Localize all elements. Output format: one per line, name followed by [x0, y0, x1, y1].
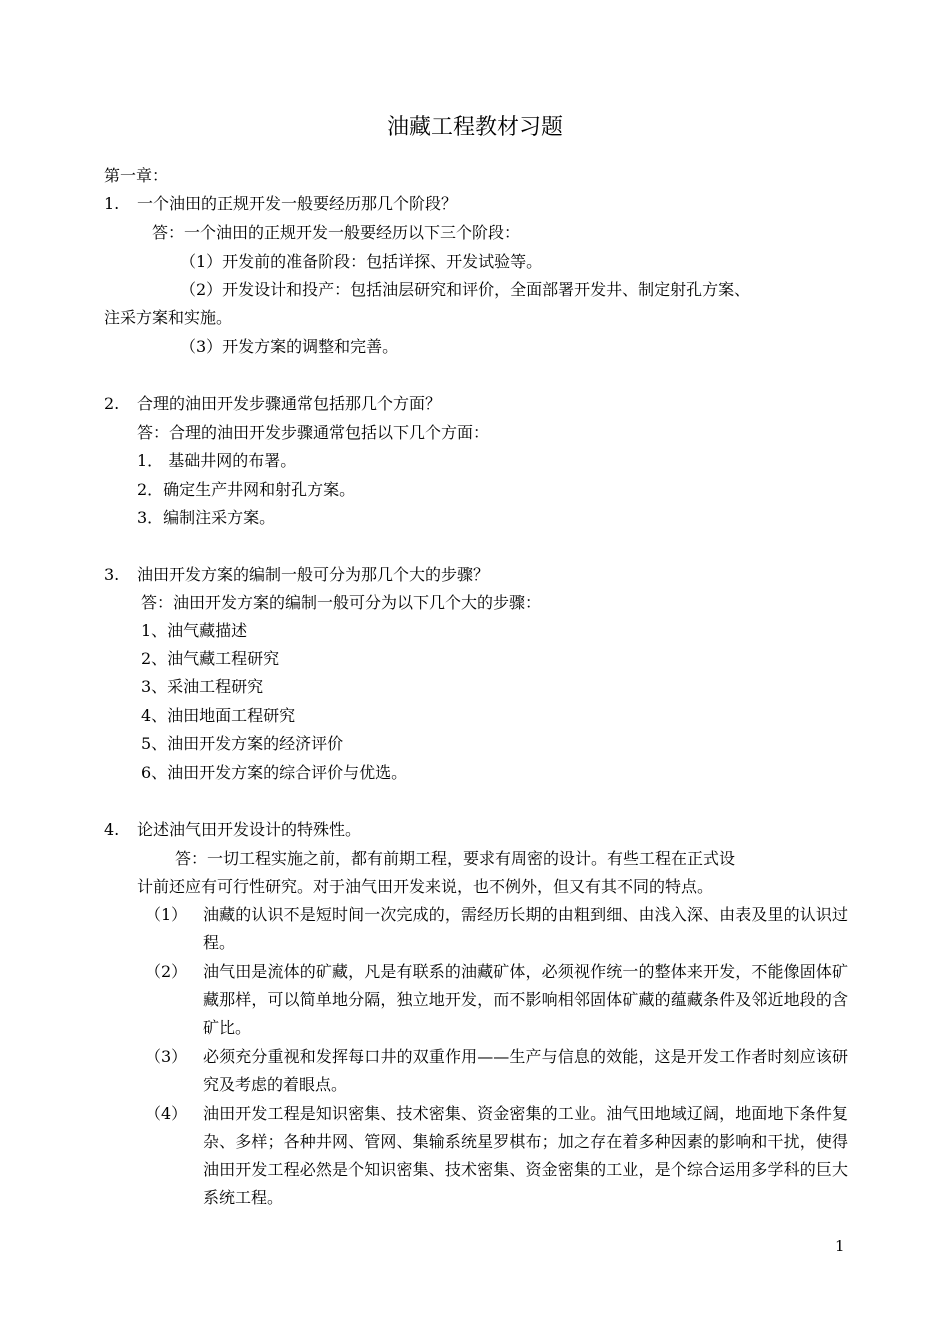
q1-item-3: （3）开发方案的调整和完善。	[180, 337, 399, 356]
page-title: 油藏工程教材习题	[386, 115, 563, 140]
q2-item-2: 2．确定生产井网和射孔方案。	[137, 480, 356, 499]
q1-question: 一个油田的正规开发一般要经历那几个阶段？	[137, 194, 458, 213]
page-number: 1	[835, 1237, 845, 1255]
q4-answer-line-2: 计前还应有可行性研究。对于油气田开发来说，也不例外，但又有其不同的特点。	[137, 877, 714, 896]
q2-answer: 答：合理的油田开发步骤通常包括以下几个方面：	[137, 423, 490, 442]
q3-item-3: 3、采油工程研究	[141, 677, 264, 696]
q4-point-3-text: 必须充分重视和发挥每口井的双重作用——生产与信息的效能，这是开发工作者时刻应该研究及考虑的着眼点。	[203, 1047, 848, 1094]
q4-answer-line-1: 答：一切工程实施之前，都有前期工程，要求有周密的设计。有些工程在正式设	[175, 849, 736, 868]
q4-point-2-label: （2）	[145, 962, 188, 981]
q2-number: 2.	[104, 394, 120, 413]
q2-item-3: 3．编制注采方案。	[137, 508, 276, 527]
chapter-heading: 第一章：	[104, 166, 169, 185]
q2-question: 合理的油田开发步骤通常包括那几个方面？	[137, 394, 442, 413]
q3-question: 油田开发方案的编制一般可分为那几个大的步骤？	[137, 565, 490, 584]
q3-item-1: 1、油气藏描述	[141, 621, 248, 640]
q1-item-2-continued: 注采方案和实施。	[104, 308, 233, 327]
q3-item-6: 6、油田开发方案的综合评价与优选。	[141, 763, 408, 782]
q1-item-1: （1）开发前的准备阶段：包括详探、开发试验等。	[180, 252, 543, 271]
q1-item-2: （2）开发设计和投产：包括油层研究和评价，全面部署开发井、制定射孔方案、	[180, 280, 751, 299]
q2-item-1: 1． 基础井网的布署。	[137, 451, 297, 470]
q4-point-2-text: 油气田是流体的矿藏，凡是有联系的油藏矿体，必须视作统一的整体来开发，不能像固体矿藏那样，可以简单地分隔，独立地开发，而不影响相邻固体矿藏的蕴藏条件及邻近地段的含矿比。	[203, 962, 848, 1037]
q3-item-4: 4、油田地面工程研究	[141, 706, 296, 725]
q4-point-1-text: 油藏的认识不是短时间一次完成的，需经历长期的由粗到细、由浅入深、由表及里的认识过程。	[203, 905, 848, 952]
q4-number: 4.	[104, 820, 120, 839]
q1-number: 1.	[104, 194, 120, 213]
q1-answer: 答：一个油田的正规开发一般要经历以下三个阶段：	[152, 223, 521, 242]
q4-question: 论述油气田开发设计的特殊性。	[137, 820, 362, 839]
q4-point-4-text: 油田开发工程是知识密集、技术密集、资金密集的工业。油气田地域辽阔，地面地下条件复杂、多样；各种井网、管网、集输系统星罗棋布；加之存在着多种因素的影响和干扰，使得油田开发工程必然是个知识密集、技术密集、资金密集的工业，是个综合运用多学科的巨大系统工程。	[203, 1104, 848, 1207]
q3-number: 3.	[104, 565, 120, 584]
q4-point-3-label: （3）	[145, 1047, 188, 1066]
q4-point-1-label: （1）	[145, 905, 188, 924]
q4-point-4-label: （4）	[145, 1104, 188, 1123]
q3-answer: 答：油田开发方案的编制一般可分为以下几个大的步骤：	[141, 593, 542, 612]
q3-item-5: 5、油田开发方案的经济评价	[141, 734, 344, 753]
q3-item-2: 2、油气藏工程研究	[141, 649, 280, 668]
